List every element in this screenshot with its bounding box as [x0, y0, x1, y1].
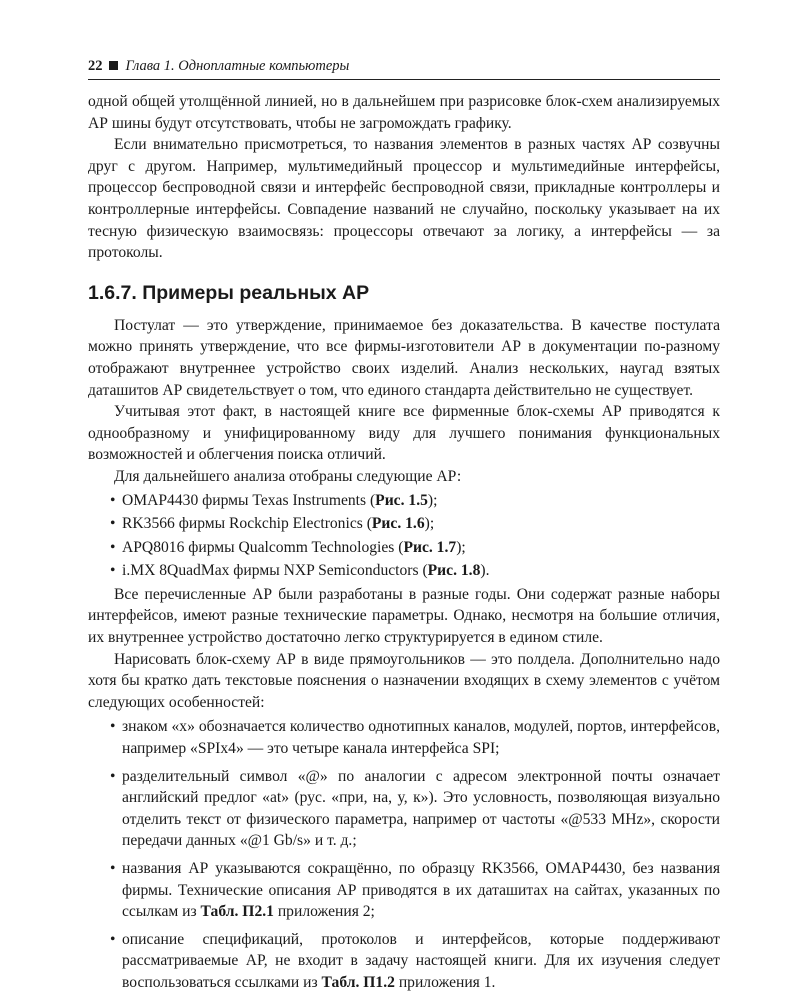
figure-ref: Рис. 1.7 — [403, 538, 457, 556]
square-bullet-icon — [109, 61, 118, 70]
list-item-text: OMAP4430 фирмы Texas Instruments ( — [122, 491, 376, 509]
table-ref: Табл. П2.1 — [200, 903, 274, 921]
list-item-end: ); — [424, 515, 435, 533]
list-item-text: APQ8016 фирмы Qualcomm Technologies ( — [122, 538, 404, 556]
paragraph: Все перечисленные АР были разработаны в разные годы. Они содержат разные наборы интерфейсов, имеют разные технические параметры. Однако, несмотря на большие отличия, их внутреннее устройство достаточно легко структурируется в едином стиле. — [88, 585, 720, 647]
list-item-text: знаком «x» обозначается количество однотипных каналов, модулей, портов, интерфейсов, например «SPIx4» — это четыре канала интерфейса SPI; — [122, 718, 720, 758]
list-item — [88, 858, 720, 923]
figure-ref: Рис. 1.8 — [427, 562, 481, 580]
bullet-icon: • — [110, 860, 116, 877]
list-item-end: ); — [427, 491, 438, 509]
list-item-text: названия АР указываются сокращённо, по образцу RK3566, OMAP4430, без названия фирмы. Технические описания АР приводятся в их даташитах на сайтах, указанных по ссылкам из — [122, 860, 720, 921]
paragraph: одной общей утолщённой линией, но в дальнейшем при разрисовке блок-схем анализируемых АР шины будут отсутствовать, чтобы не загромождать графику. — [88, 93, 720, 132]
feature-list — [88, 716, 720, 993]
list-item — [88, 537, 720, 559]
paragraph: Если внимательно присмотреться, то названия элементов в разных частях АР созвучны друг с другом. Например, мультимедийный процессор и мультимедийные интерфейсы, процессор беспроводной связи и интерфейс беспроводной связи, прикладные контроллеры и контроллерные интерфейсы. Совпадение названий не случайно, поскольку указывает на их тесную физическую взаимосвязь: процессоры отвечают за логику, а интерфейсы — за протоколы. — [88, 136, 720, 262]
list-item-end: ); — [456, 538, 466, 556]
ap-list — [88, 490, 720, 582]
list-item-text: i.MX 8QuadMax фирмы NXP Semiconductors ( — [122, 562, 428, 580]
paragraph: Для дальнейшего анализа отобраны следующие АР: — [114, 467, 462, 485]
list-item-text: описание спецификаций, протоколов и интерфейсов, которые поддерживают рассматриваемые АР, не входит в задачу настоящей книги. Для их изучения следует воспользоваться ссылками из — [122, 930, 720, 991]
list-item — [88, 513, 720, 535]
list-item-end: ). — [480, 562, 490, 580]
paragraph: Постулат — это утверждение, принимаемое без доказательства. В качестве постулата можно принять утверждение, что все фирмы-изготовители АР в документации по-разному отображают внутреннее устройство своих изделий. Анализ нескольких, наугад взятых даташитов АР свидетельствует о том, что единого стандарта действительно не существует. — [88, 316, 720, 399]
table-ref: Табл. П1.2 — [321, 973, 395, 991]
page-number: 22 — [88, 58, 103, 74]
bullet-icon: • — [110, 515, 116, 533]
page-body — [88, 91, 720, 1000]
list-item-end: приложения 2; — [273, 903, 375, 921]
list-item-end: приложения 1. — [394, 973, 496, 991]
list-item-text: RK3566 фирмы Rockchip Electronics ( — [122, 515, 372, 533]
figure-ref: Рис. 1.5 — [375, 491, 428, 509]
list-item — [88, 716, 720, 759]
list-item-text: разделительный символ «@» по аналогии с адресом электронной почты означает английский предлог «at» (рус. «при, на, у, к»). Это условность, позволяющая визуально отделить текст от физического параметра, например от частоты «@533 MHz», скорости передачи данных «@1 Gb/s» и т. д.; — [122, 767, 720, 850]
chapter-title: Глава 1. Одноплатные компьютеры — [125, 58, 350, 74]
list-item — [88, 766, 720, 852]
list-item — [88, 929, 720, 994]
bullet-icon: • — [110, 562, 116, 580]
paragraph: Учитывая этот факт, в настоящей книге все фирменные блок-схемы АР приводятся к однообразному и унифицированному виду для лучшего понимания функциональных возможностей и облегчения поиска отличий. — [88, 403, 720, 464]
section-heading: 1.6.7. Примеры реальных АР — [88, 281, 370, 304]
running-header — [88, 58, 720, 80]
bullet-icon: • — [110, 930, 116, 948]
figure-ref: Рис. 1.6 — [371, 515, 425, 533]
list-item — [88, 490, 720, 512]
bullet-icon: • — [110, 767, 116, 785]
bullet-icon: • — [110, 718, 116, 736]
bullet-icon: • — [110, 538, 116, 556]
bullet-icon: • — [110, 491, 116, 509]
list-item — [88, 560, 720, 582]
paragraph: Нарисовать блок-схему АР в виде прямоугольников — это полдела. Дополнительно надо хотя бы кратко дать текстовые пояснения о назначении входящих в схему элементов с учётом следующих особенностей: — [88, 650, 720, 711]
